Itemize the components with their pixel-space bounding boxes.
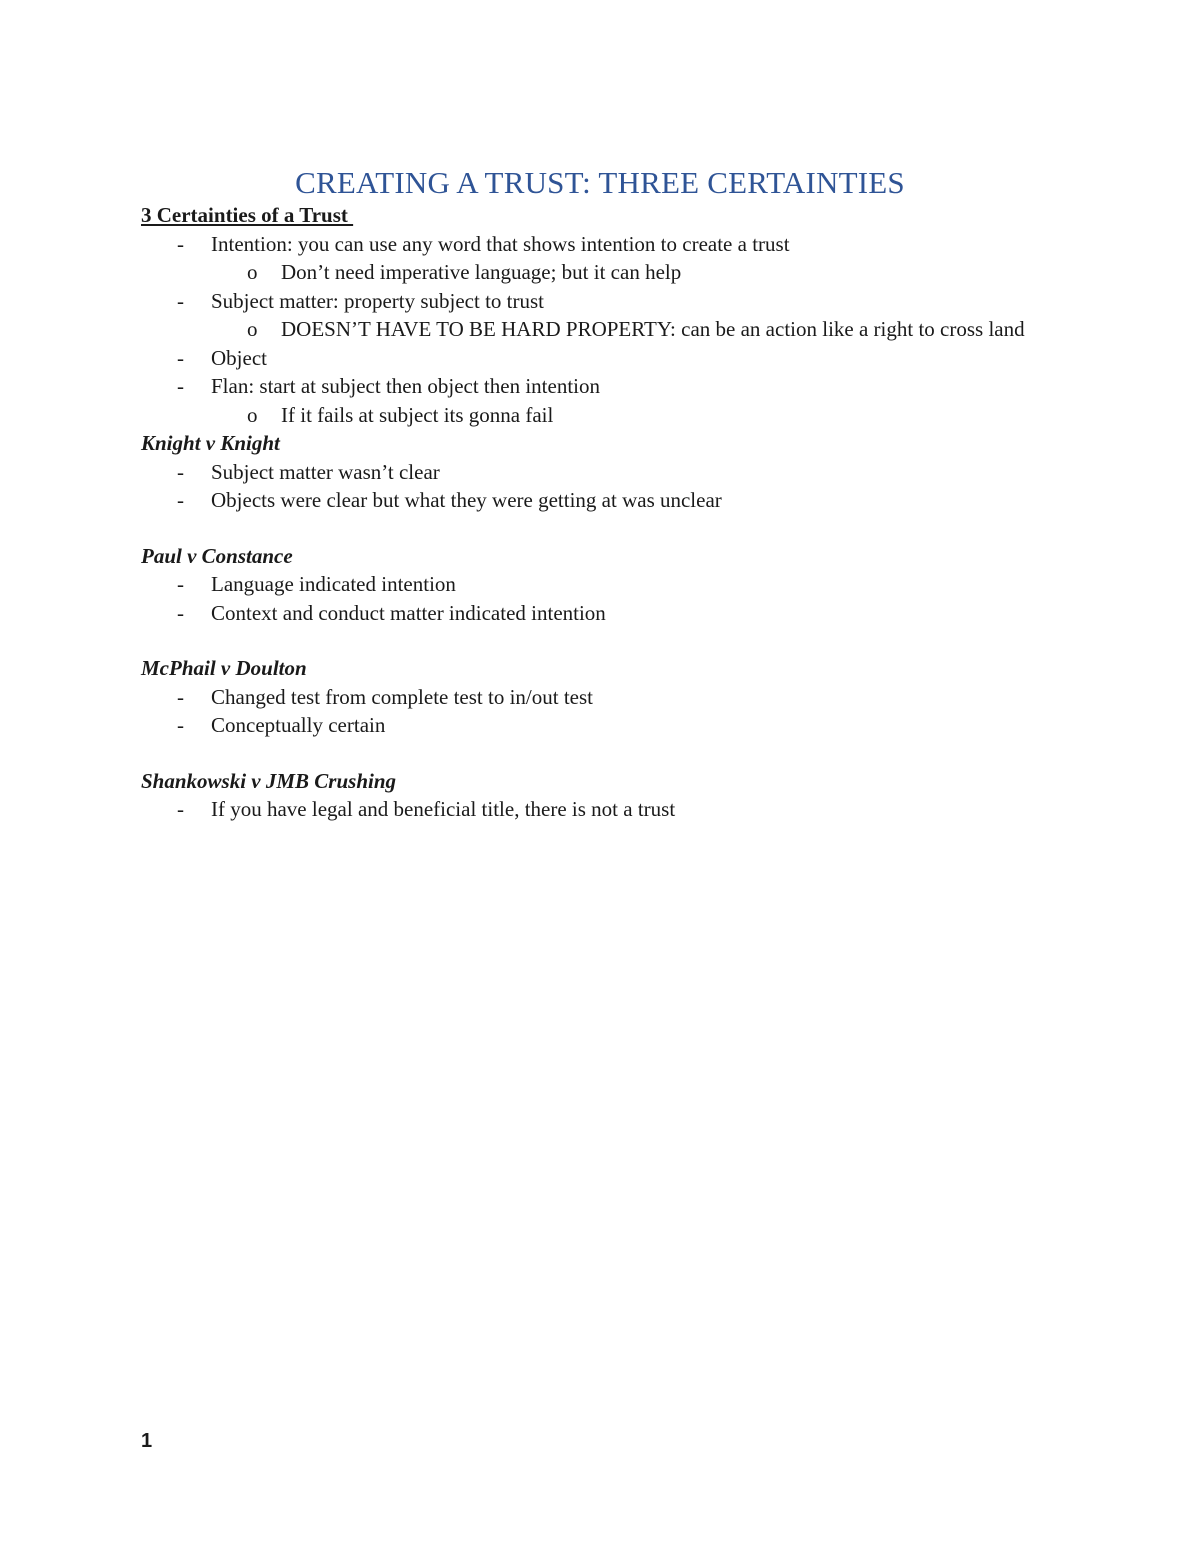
section-three-certainties	[141, 201, 1061, 429]
sub-list-item-text: DOESN’T HAVE TO BE HARD PROPERTY: can be an action like a right to cross land	[281, 317, 1025, 341]
list-item-text: Object	[211, 345, 267, 370]
circle-bullet-icon: o	[247, 402, 258, 427]
sub-list	[211, 258, 1061, 287]
list-item	[141, 683, 1061, 712]
case-shankowski-v-jmb-crushing	[141, 767, 1061, 824]
list-item	[141, 570, 1061, 599]
case-notes-list	[141, 683, 1061, 740]
dash-marker: -	[177, 797, 184, 821]
list-item-text: Objects were clear but what they were getting at was unclear	[211, 488, 722, 512]
case-heading: McPhail v Doulton	[141, 656, 307, 680]
list-item-text: Changed test from complete test to in/out test	[211, 684, 594, 709]
list-item-text: Intention: you can use any word that shows intention to create a trust	[211, 231, 790, 256]
dash-marker: -	[177, 374, 184, 398]
list-item	[141, 230, 1061, 287]
list-item-text: Flan: start at subject then object then intention	[211, 374, 600, 398]
list-item-text: Subject matter wasn’t clear	[211, 459, 440, 484]
case-mcphail-v-doulton	[141, 654, 1061, 740]
list-item	[141, 711, 1061, 740]
dash-marker: -	[177, 459, 184, 484]
section-heading: 3 Certainties of a Trust	[141, 203, 354, 227]
sub-list	[211, 315, 1061, 344]
list-item	[141, 795, 1061, 824]
document-title: CREATING A TRUST: THREE CERTAINTIES	[295, 165, 905, 200]
case-heading: Knight v Knight	[141, 431, 280, 455]
sub-list-item	[211, 258, 1061, 287]
list-item-text: Subject matter: property subject to trust	[211, 288, 545, 313]
list-item-text: Language indicated intention	[211, 572, 456, 596]
dash-marker: -	[177, 572, 184, 596]
sub-list-item-text: Don’t need imperative language; but it can help	[281, 260, 682, 284]
dash-marker: -	[177, 345, 184, 370]
list-item-text: Conceptually certain	[211, 713, 386, 737]
circle-bullet-icon: o	[247, 317, 258, 341]
dash-marker: -	[177, 600, 184, 625]
sub-list-item	[211, 315, 1061, 344]
list-item-text: Context and conduct matter indicated intention	[211, 600, 606, 625]
dash-marker: -	[177, 288, 184, 313]
list-item	[141, 486, 1061, 515]
list-item	[141, 344, 1061, 373]
list-item	[141, 599, 1061, 628]
case-notes-list	[141, 458, 1061, 515]
dash-marker: -	[177, 684, 184, 709]
circle-bullet-icon: o	[247, 260, 258, 284]
case-heading: Shankowski v JMB Crushing	[141, 768, 397, 793]
case-knight-v-knight	[141, 429, 1061, 515]
dash-marker: -	[177, 231, 184, 256]
sub-list-item	[211, 401, 1061, 430]
sub-list	[211, 401, 1061, 430]
certainties-list	[141, 230, 1061, 430]
dash-marker: -	[177, 713, 184, 737]
list-item	[141, 372, 1061, 429]
list-item-text: If you have legal and beneficial title, there is not a trust	[211, 797, 676, 821]
sub-list-item-text: If it fails at subject its gonna fail	[281, 402, 554, 427]
list-item	[141, 458, 1061, 487]
document-body	[141, 201, 1061, 824]
dash-marker: -	[177, 488, 184, 512]
case-notes-list	[141, 570, 1061, 627]
case-heading: Paul v Constance	[141, 543, 293, 568]
case-notes-list	[141, 795, 1061, 824]
case-paul-v-constance	[141, 542, 1061, 628]
page-number: 1	[141, 1430, 153, 1452]
list-item	[141, 287, 1061, 344]
